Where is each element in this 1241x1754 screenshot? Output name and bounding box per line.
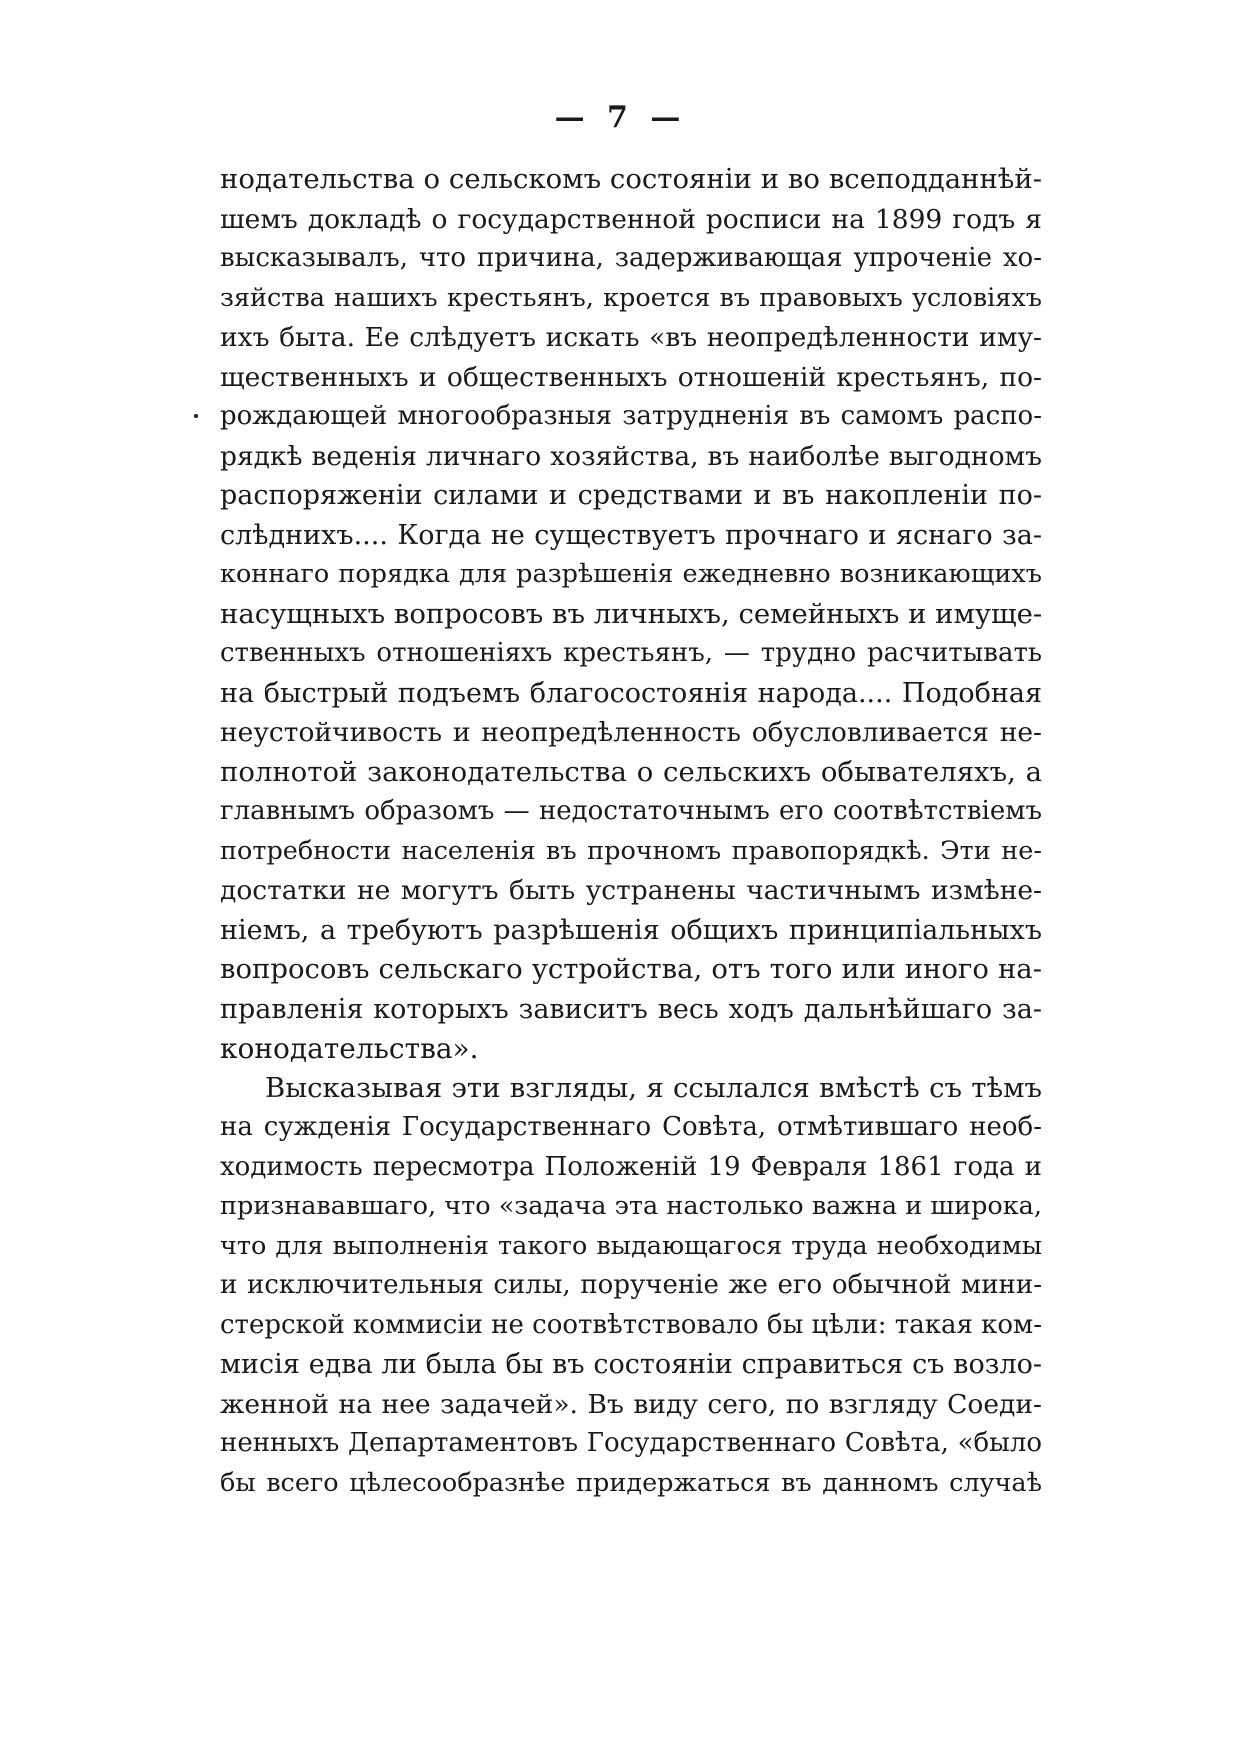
text-line: потребности населенiя въ прочномъ правопорядкѣ. Эти не- bbox=[220, 835, 1042, 866]
text-line: слѣднихъ.... Когда не существуетъ прочнаго и яснаго за- bbox=[220, 519, 1042, 551]
print-speck bbox=[194, 414, 198, 418]
text-line: рядкѣ веденiя личнаго хозяйства, въ наиболѣе выгодномъ bbox=[220, 440, 1042, 472]
body-text bbox=[220, 160, 1042, 1503]
paragraph-1 bbox=[220, 160, 1042, 1069]
text-line: полнотой законодательства о сельскихъ обывателяхъ, а bbox=[220, 755, 1042, 788]
text-line: на сужденiя Государственнаго Совѣта, отмѣтившаго необ- bbox=[220, 1112, 1042, 1142]
text-line: насущныхъ вопросовъ въ личныхъ, семейныхъ и имуще- bbox=[220, 597, 1042, 630]
text-line: ственныхъ отношенiяхъ крестьянъ, — трудно расчитывать bbox=[220, 638, 1042, 668]
text-line: что для выполненiя такого выдающагося труда необходимы bbox=[220, 1230, 1042, 1261]
text-line: главнымъ образомъ — недостаточнымъ его соотвѣтствiемъ bbox=[220, 796, 1042, 826]
text-line: конодательства». bbox=[220, 1032, 479, 1065]
text-line: правленiя которыхъ зависитъ весь ходъ дальнѣйшаго за- bbox=[220, 993, 1042, 1025]
text-line: мисiя едва ли была бы въ состоянiи справиться съ возло- bbox=[220, 1349, 1042, 1380]
text-line: рождающей многообразныя затрудненiя въ самомъ распо- bbox=[220, 401, 1042, 431]
page-number: — 7 — bbox=[554, 100, 687, 135]
text-line: ходимость пересмотра Положенiй 19 Февраля 1861 года и bbox=[220, 1151, 1042, 1182]
text-line: ихъ быта. Ее слѣдуетъ искать «въ неопредѣленности иму- bbox=[220, 322, 1042, 353]
text-line: шемъ докладѣ о государственной росписи на 1899 годъ я bbox=[220, 203, 1042, 235]
text-line: нiемъ, а требуютъ разрѣшенiя общихъ принципiальныхъ bbox=[220, 914, 1042, 946]
text-line: ненныхъ Департаментовъ Государственнаго Совѣта, «было bbox=[220, 1428, 1042, 1458]
text-line: признававшаго, что «задача эта настолько важна и широка, bbox=[220, 1191, 1042, 1221]
text-line: бы всего цѣлесообразнѣе придержаться въ данномъ случаѣ bbox=[220, 1467, 1042, 1498]
text-line: щественныхъ и общественныхъ отношенiй крестьянъ, по- bbox=[220, 361, 1042, 393]
text-line: Высказывая эти взгляды, я ссылался вмѣстѣ съ тѣмъ bbox=[265, 1071, 1042, 1104]
text-line: вопросовъ сельскаго устройства, отъ того или иного на- bbox=[220, 953, 1042, 985]
text-line: и исключительныя силы, порученiе же его обычной мини- bbox=[220, 1270, 1042, 1300]
text-line: достатки не могутъ быть устранены частичнымъ измѣне- bbox=[220, 875, 1042, 906]
text-line: неустойчивость и неопредѣленность обусловливается не- bbox=[220, 717, 1042, 748]
text-line: распоряженiи силами и средствами и въ накопленiи по- bbox=[220, 480, 1042, 511]
text-line: женной на нее задачей». Въ виду сего, по взгляду Соеди- bbox=[220, 1388, 1042, 1420]
text-line: высказывалъ, что причина, задерживающая упроченiе хо- bbox=[220, 243, 1042, 273]
text-line: коннаго порядка для разрѣшенiя ежедневно возникающихъ bbox=[220, 559, 1042, 589]
text-line: на быстрый подъемъ благосостоянiя народа.... Подобная bbox=[220, 677, 1042, 709]
text-line: нодательства о сельскомъ состоянiи и во всеподданнѣй- bbox=[220, 163, 1042, 195]
text-line: зяйства нашихъ крестьянъ, кроется въ правовыхъ условiяхъ bbox=[220, 282, 1042, 313]
paragraph-2 bbox=[220, 1069, 1042, 1504]
text-line: стерской коммисiи не соотвѣтствовало бы цѣли: такая ком- bbox=[220, 1309, 1042, 1340]
